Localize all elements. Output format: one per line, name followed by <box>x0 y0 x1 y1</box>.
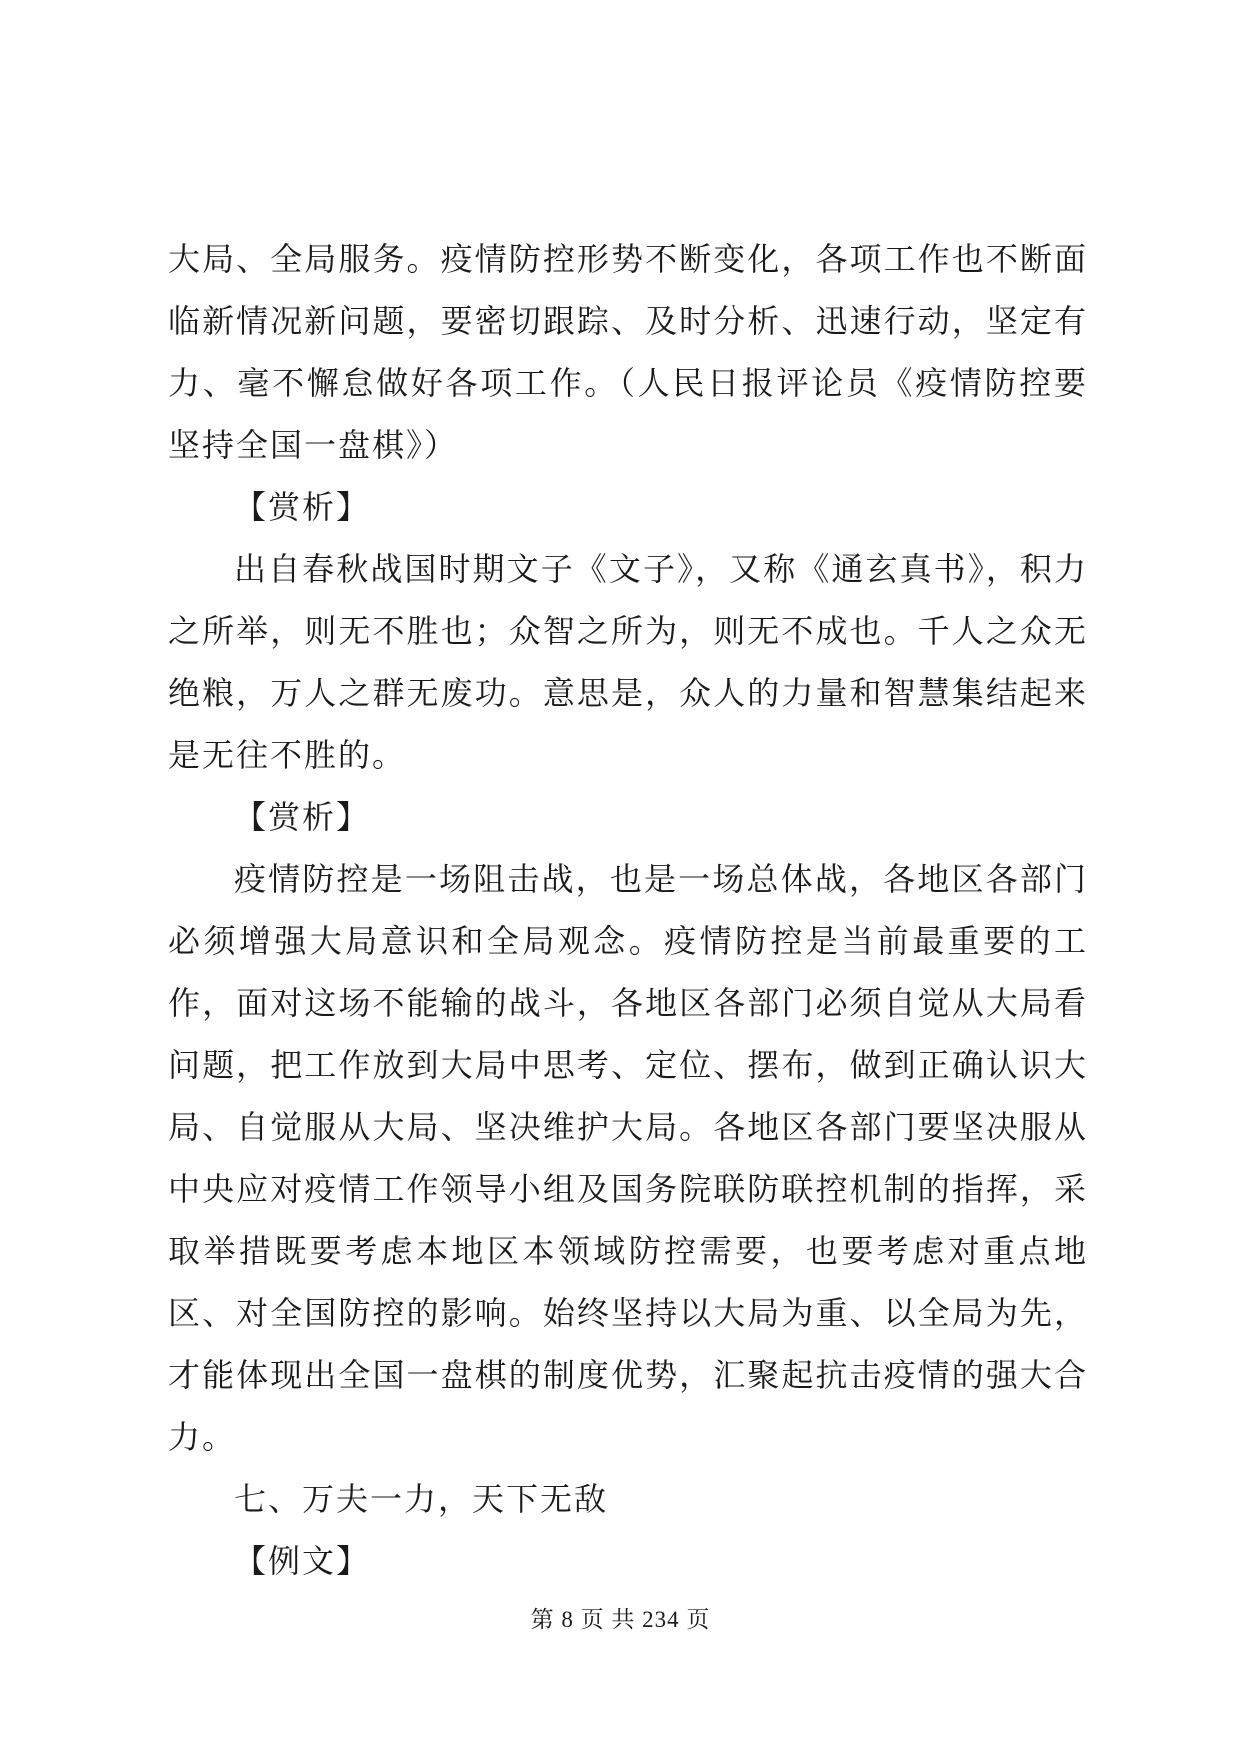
document-body <box>168 228 1088 1592</box>
paragraph-continuation: 大局、全局服务。疫情防控形势不断变化，各项工作也不断面临新情况新问题，要密切跟踪、及时分析、迅速行动，坚定有力、毫不懈怠做好各项工作。（人民日报评论员《疫情防控要坚持全国一盘棋》） <box>168 240 1088 464</box>
heading-appreciation: 【赏析】 <box>234 488 371 526</box>
page-number-footer: 第 8 页 共 234 页 <box>530 1607 711 1632</box>
section-heading: 七、万夫一力，天下无敌 <box>234 1480 609 1518</box>
paragraph-source-explanation: 出自春秋战国时期文子《文子》，又称《通玄真书》，积力之所举，则无不胜也；众智之所为，则无不成也。千人之众无绝粮，万人之群无废功。意思是，众人的力量和智慧集结起来是无往不胜的。 <box>168 550 1088 774</box>
heading-appreciation-second: 【赏析】 <box>234 798 371 836</box>
paragraph-analysis: 疫情防控是一场阻击战，也是一场总体战，各地区各部门必须增强大局意识和全局观念。疫情防控是当前最重要的工作，面对这场不能输的战斗，各地区各部门必须自觉从大局看问题，把工作放到大局中思考、定位、摆布，做到正确认识大局、自觉服从大局、坚决维护大局。各地区各部门要坚决服从中央应对疫情工作领导小组及国务院联防联控机制的指挥，采取举措既要考虑本地区本领域防控需要，也要考虑对重点地区、对全国防控的影响。始终坚持以大局为重、以全局为先，才能体现出全国一盘棋的制度优势，汇聚起抗击疫情的强大合力。 <box>168 860 1088 1456</box>
heading-example: 【例文】 <box>234 1542 371 1580</box>
